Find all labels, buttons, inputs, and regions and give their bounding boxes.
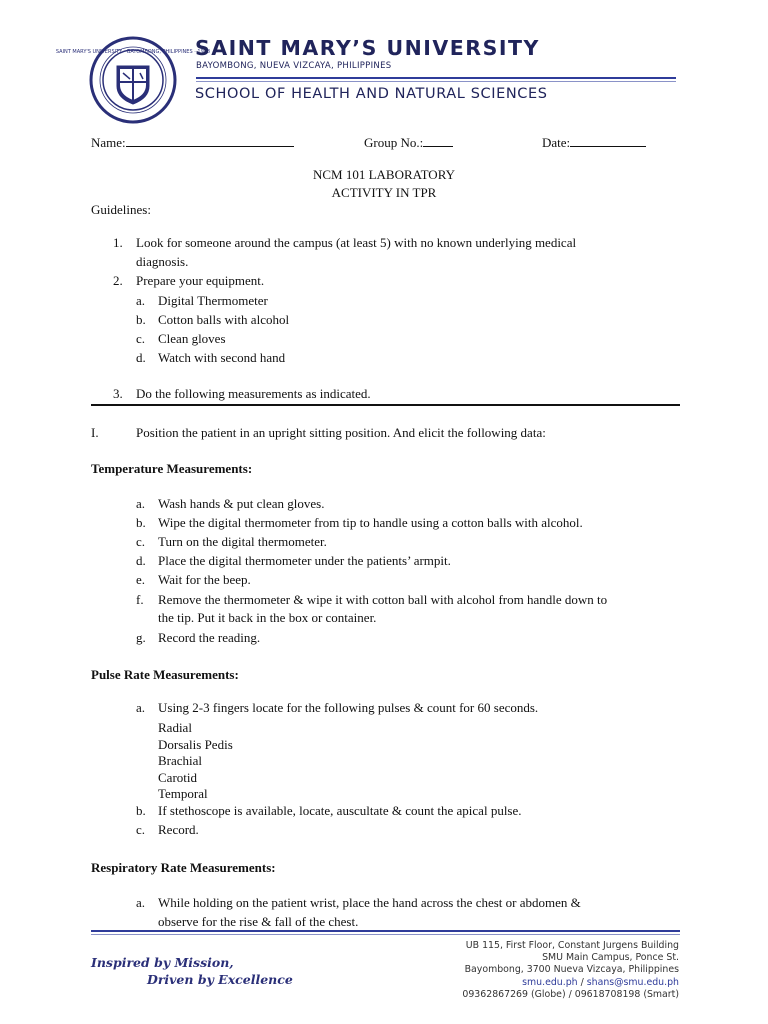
- list-letter: c.: [136, 822, 146, 837]
- activity-title-line2: ACTIVITY IN TPR: [331, 185, 437, 200]
- respiratory-heading: Respiratory Rate Measurements:: [91, 860, 276, 875]
- list-letter: d.: [136, 350, 146, 365]
- temperature-step: Wash hands & put clean gloves.: [158, 496, 325, 511]
- date-field[interactable]: [542, 134, 646, 151]
- pulse-site: Carotid: [158, 770, 197, 785]
- guideline-item-3: Do the following measurements as indicated.: [136, 386, 371, 401]
- respiratory-step: While holding on the patient wrist, place the hand across the chest or abdomen &: [158, 895, 581, 910]
- pulse-step: Using 2-3 fingers locate for the following pulses & count for 60 seconds.: [158, 700, 539, 715]
- temperature-step: Turn on the digital thermometer.: [158, 534, 327, 549]
- list-letter: b.: [136, 312, 146, 327]
- school-name: SCHOOL OF HEALTH AND NATURAL SCIENCES: [195, 86, 548, 102]
- footer-address: [462, 940, 679, 1001]
- temperature-step: Place the digital thermometer under the patients’ armpit.: [158, 553, 451, 568]
- equipment-item: Clean gloves: [158, 331, 226, 346]
- list-letter: g.: [136, 630, 146, 645]
- list-letter: b.: [136, 803, 146, 818]
- university-seal-logo: [55, 36, 211, 124]
- guideline-item-1-cont: diagnosis.: [136, 254, 189, 269]
- university-location: BAYOMBONG, NUEVA VIZCAYA, PHILIPPINES: [196, 61, 392, 71]
- list-letter: b.: [136, 515, 146, 530]
- footer-divider-thin: [91, 934, 680, 935]
- contact-phones: 09362867269 (Globe) / 09618708198 (Smart): [462, 988, 679, 1000]
- website-link[interactable]: smu.edu.ph: [522, 976, 578, 988]
- list-number: 3.: [113, 386, 123, 401]
- temperature-step: Record the reading.: [158, 630, 261, 645]
- equipment-item: Watch with second hand: [158, 350, 286, 365]
- list-letter: a.: [136, 700, 146, 715]
- email-link[interactable]: shans@smu.edu.ph: [586, 976, 679, 988]
- list-letter: e.: [136, 572, 146, 587]
- pulse-site: Brachial: [158, 753, 203, 768]
- contact-web-email: smu.edu.ph / shans@smu.edu.ph: [522, 976, 679, 988]
- pulse-step: Record.: [158, 822, 199, 837]
- address-line: SMU Main Campus, Ponce St.: [542, 952, 679, 964]
- group-field[interactable]: [364, 134, 453, 151]
- university-name: SAINT MARY’S UNIVERSITY: [195, 36, 540, 60]
- pulse-site: Radial: [158, 720, 192, 735]
- list-letter: a.: [136, 895, 146, 910]
- pulse-step: If stethoscope is available, locate, auscultate & count the apical pulse.: [158, 803, 522, 818]
- section-instruction: Position the patient in an upright sitting position. And elicit the following data:: [136, 425, 546, 440]
- list-letter: a.: [136, 293, 146, 308]
- address-line: Bayombong, 3700 Nueva Vizcaya, Philippines: [464, 964, 679, 976]
- header-divider-thin: [196, 81, 676, 82]
- list-letter: c.: [136, 534, 146, 549]
- guideline-item-1: Look for someone around the campus (at least 5) with no known underlying medical: [136, 235, 577, 250]
- respiratory-step-cont: observe for the rise & fall of the chest.: [158, 914, 359, 929]
- motto-line1: Inspired by Mission,: [91, 955, 234, 970]
- footer-divider: [91, 930, 680, 932]
- temperature-step: Wait for the beep.: [158, 572, 251, 587]
- temperature-step: Wipe the digital thermometer from tip to handle using a cotton balls with alcohol.: [158, 515, 583, 530]
- group-label: Group No.:: [364, 135, 424, 150]
- temperature-step: Remove the thermometer & wipe it with cotton ball with alcohol from handle down to: [158, 592, 608, 607]
- seal-text: SAINT MARY'S UNIVERSITY · BAYOMBONG, PHILIPPINES · 1928: [55, 49, 211, 55]
- list-letter: c.: [136, 331, 146, 346]
- name-label: Name:: [91, 135, 126, 150]
- temperature-step-cont: the tip. Put it back in the box or container.: [158, 610, 377, 625]
- list-letter: f.: [136, 592, 144, 607]
- header-divider: [196, 77, 676, 79]
- pulse-site: Dorsalis Pedis: [158, 737, 233, 752]
- equipment-item: Digital Thermometer: [158, 293, 268, 308]
- list-letter: d.: [136, 553, 146, 568]
- guideline-item-2: Prepare your equipment.: [136, 273, 265, 288]
- temperature-heading: Temperature Measurements:: [91, 461, 253, 476]
- pulse-heading: Pulse Rate Measurements:: [91, 667, 239, 682]
- equipment-item: Cotton balls with alcohol: [158, 312, 290, 327]
- date-label: Date:: [542, 135, 571, 150]
- address-line: UB 115, First Floor, Constant Jurgens Building: [465, 940, 679, 951]
- pulse-site: Temporal: [158, 786, 208, 801]
- motto-line2: Driven by Excellence: [147, 972, 293, 987]
- group-blank[interactable]: [423, 134, 453, 147]
- list-number: 1.: [113, 235, 123, 250]
- list-letter: a.: [136, 496, 146, 511]
- section-divider: [91, 404, 680, 406]
- date-blank[interactable]: [570, 134, 646, 147]
- name-blank[interactable]: [126, 134, 294, 147]
- guidelines-heading: Guidelines:: [91, 202, 151, 217]
- list-number: 2.: [113, 273, 123, 288]
- activity-title-line1: NCM 101 LABORATORY: [312, 167, 456, 182]
- section-numeral: I.: [91, 425, 99, 440]
- name-field[interactable]: [91, 134, 294, 151]
